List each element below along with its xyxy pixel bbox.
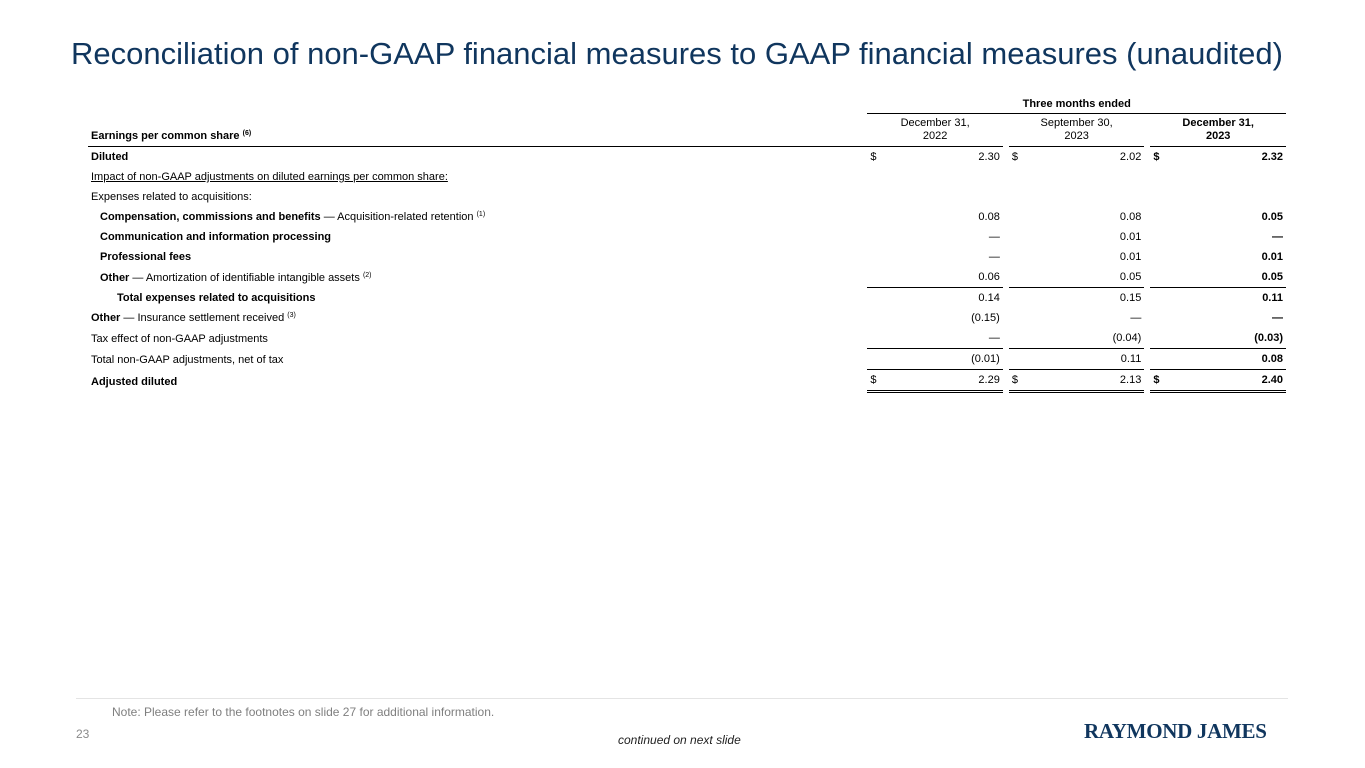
earnings-per-share-header: Earnings per common share $^{(6)}$ xyxy=(88,114,867,147)
col-header-sep-2023: September 30, 2023 xyxy=(1009,114,1144,147)
raymond-james-logo: RAYMOND JAMES xyxy=(1084,719,1267,743)
table-row-other-insurance: Other — Insurance settlement received $^{(3)}$ (0.15) — — xyxy=(91,312,1283,324)
table-row-communication: Communication and information processing — 0.01 — xyxy=(100,231,1283,243)
col-header-dec-2023: December 31, 2023 xyxy=(1150,114,1286,147)
three-months-ended-header: Three months ended xyxy=(867,97,1286,114)
table-row-diluted: Diluted $ 2.30 $ 2.02 $ 2.32 xyxy=(91,151,1283,163)
footnote-note: Note: Please refer to the footnotes on slide 27 for additional information. xyxy=(112,705,495,719)
page-number: 23 xyxy=(76,727,90,741)
table-row-compensation: Compensation, commissions and benefits — Acquisition-related retention $^{(1)}$ 0.08 0.08 0.05 xyxy=(100,211,1283,223)
page-title: Reconciliation of non-GAAP financial measures to GAAP financial measures (unaudited) xyxy=(71,36,1283,71)
footer-divider xyxy=(76,698,1288,699)
group-header-row xyxy=(88,97,1286,114)
table-row-expenses: Expenses related to acquisitions: xyxy=(91,191,252,203)
table-row-total-expenses: Total expenses related to acquisitions 0.14 0.15 0.11 xyxy=(88,288,1286,309)
table-row-tax-effect: Tax effect of non-GAAP adjustments — (0.04) (0.03) xyxy=(91,332,1283,345)
continued-label: continued on next slide xyxy=(618,733,741,747)
table-row-other-amortization: Other — Amortization of identifiable intangible assets $^{(2)}$ 0.06 0.05 0.05 xyxy=(100,271,1283,284)
table-row-adjusted-diluted: Adjusted diluted $ 2.29 $ 2.13 $ 2.40 xyxy=(88,370,1286,392)
table-row-impact: Impact of non-GAAP adjustments on diluted earnings per common share: xyxy=(91,171,448,183)
col-header-dec-2022: December 31, 2022 xyxy=(867,114,1002,147)
column-header-row xyxy=(88,114,1286,147)
table-row-total-adjustments: Total non-GAAP adjustments, net of tax (0.01) 0.11 0.08 xyxy=(88,349,1286,370)
table-row-professional-fees: Professional fees — 0.01 0.01 xyxy=(100,251,1283,263)
eps-reconciliation-table xyxy=(88,97,1286,393)
